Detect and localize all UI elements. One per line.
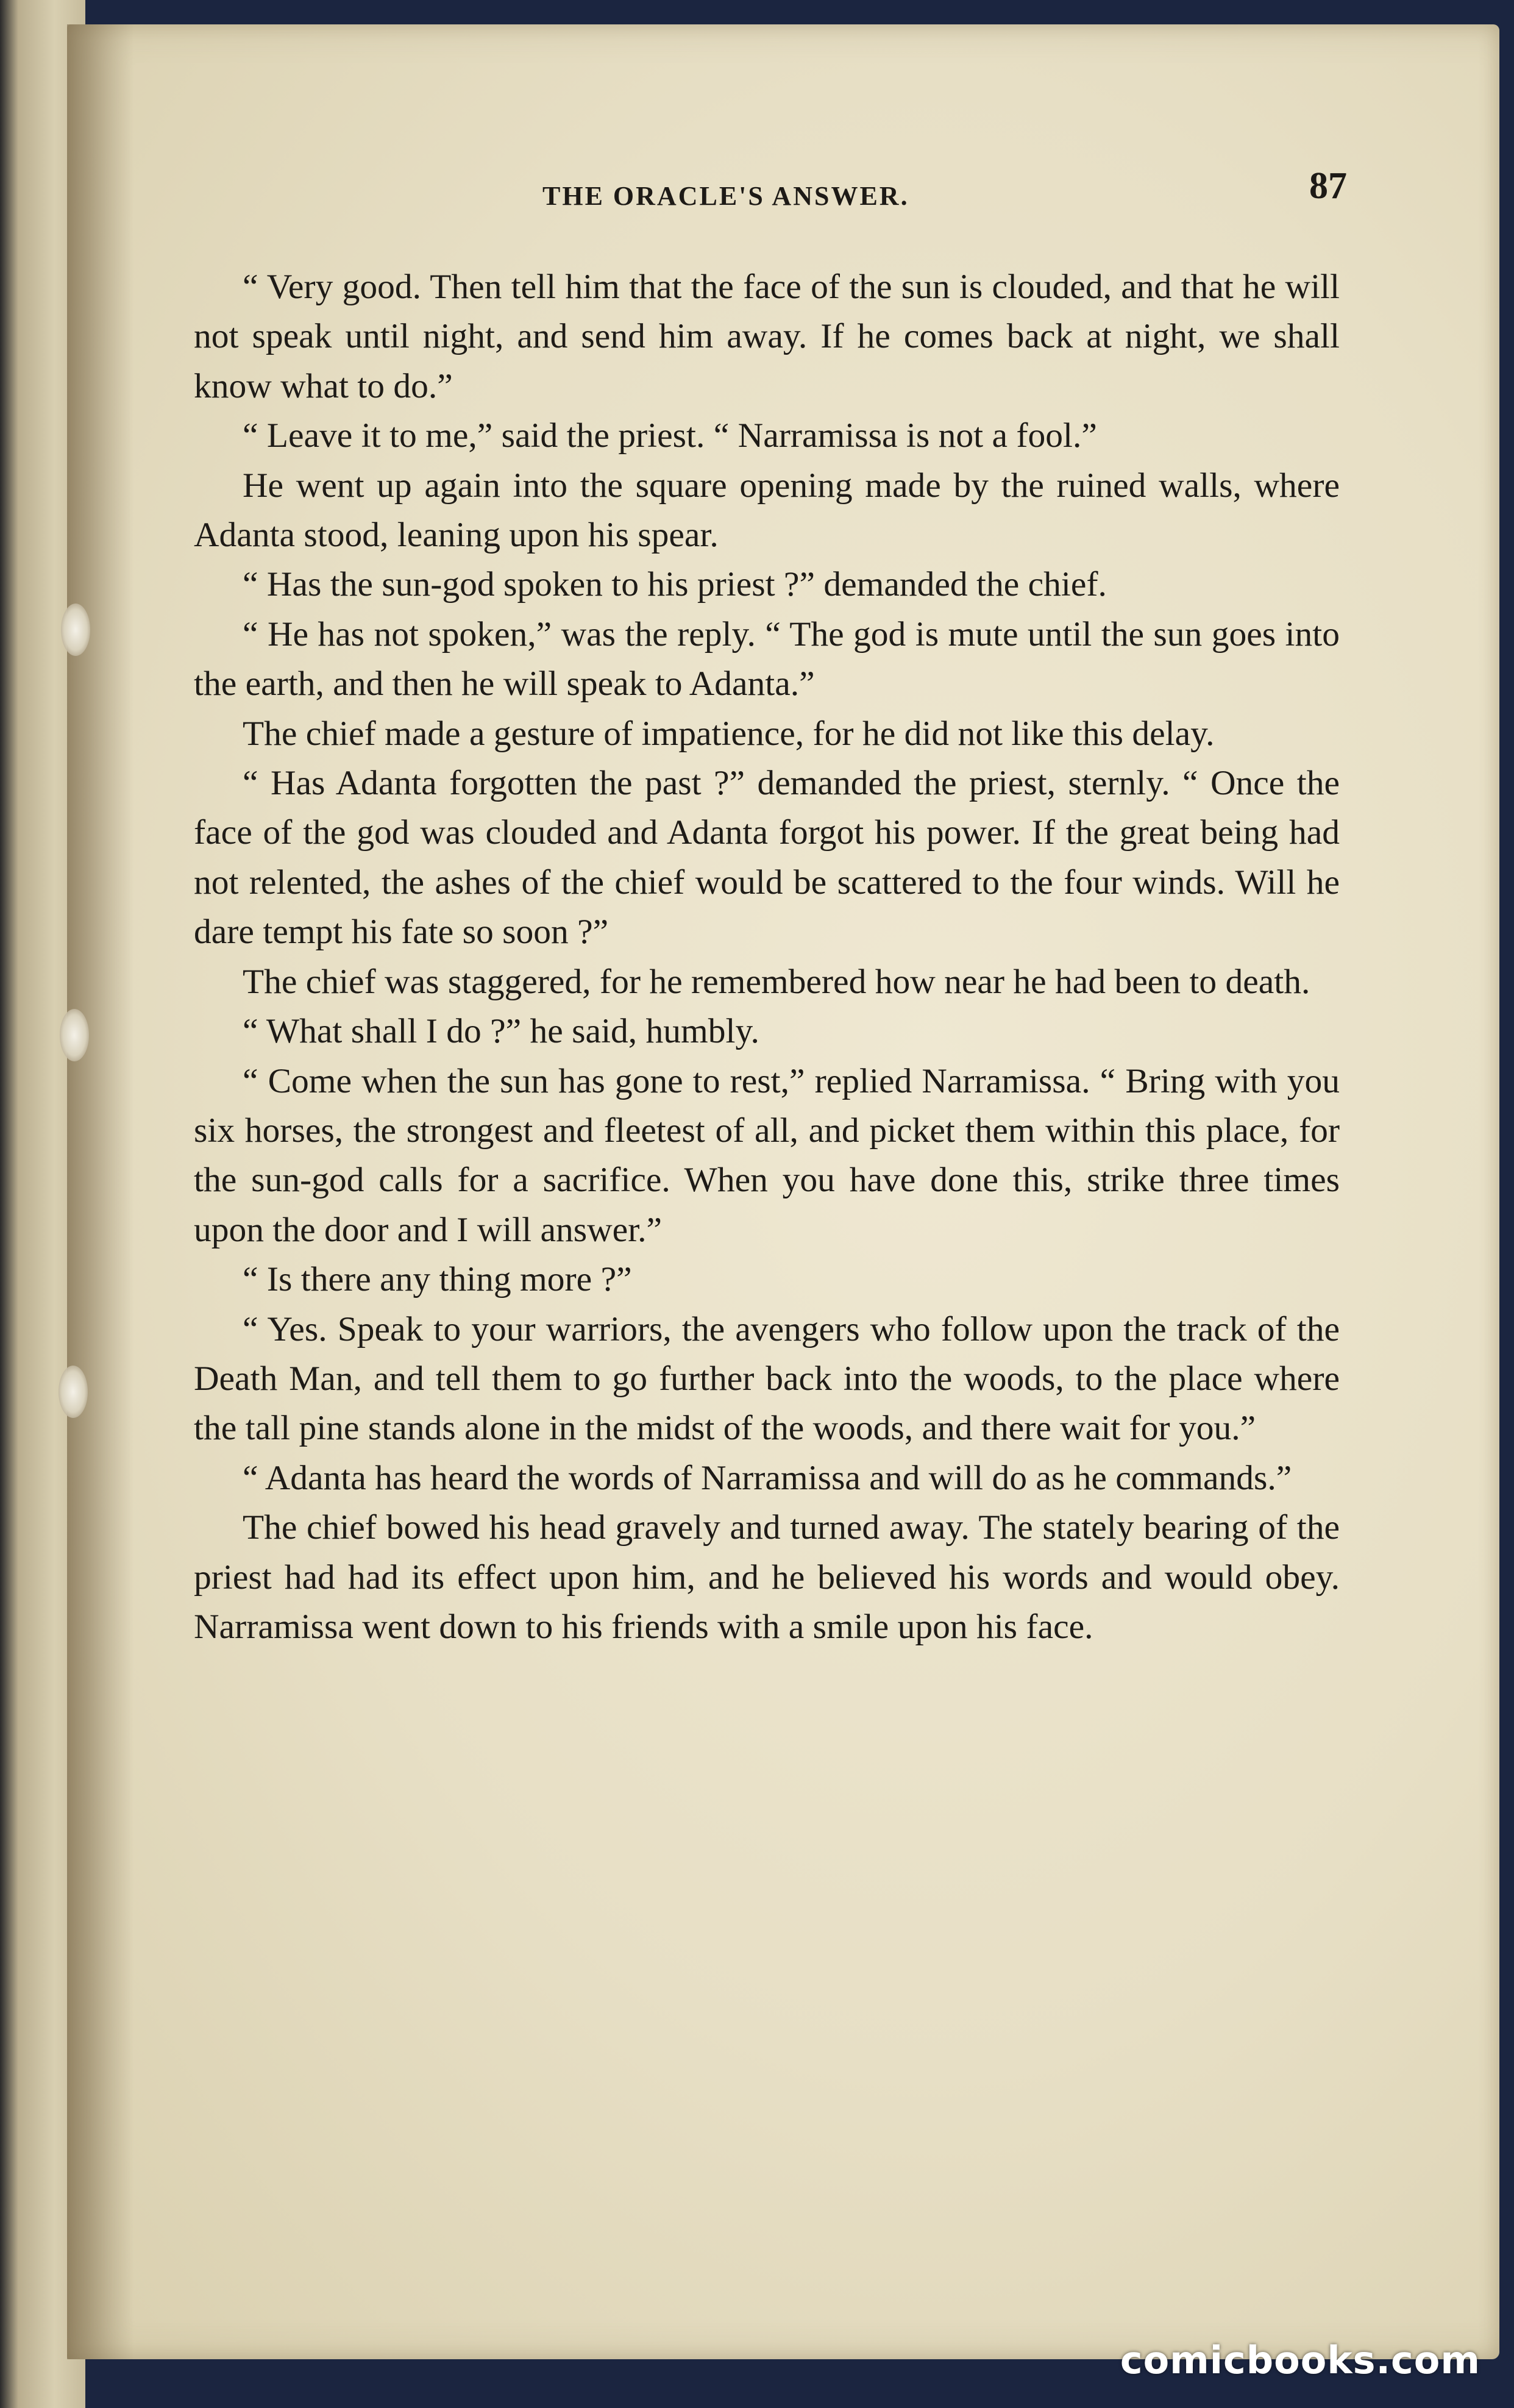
body-text xyxy=(194,262,1340,1651)
paragraph: “ Is there any thing more ?” xyxy=(243,1260,632,1299)
paragraph: The chief was staggered, for he remembered how near he had been to death. xyxy=(243,962,1310,1001)
page-header xyxy=(189,165,1347,219)
paragraph: “ Come when the sun has gone to rest,” replied Narramissa. “ Bring with you six horses, the strongest and fleetest of all, and picket them within this place, for the sun-god calls for a sacrifice. When you have done this, strike three times upon the door and I will answer.” xyxy=(194,1061,1340,1249)
paragraph: “ Has the sun-god spoken to his priest ?” demanded the chief. xyxy=(243,565,1107,604)
paragraph: The chief bowed his head gravely and turned away. The stately bearing of the priest had had its effect upon him, and he believed his words and would obey. Narramissa went down to his friends with a smile upon his face. xyxy=(194,1508,1340,1646)
paragraph: “ Very good. Then tell him that the face of the sun is clouded, and that he will not speak until night, and send him away. If he comes back at night, we shall know what to do.” xyxy=(194,268,1340,405)
watermark: comicbooks.com xyxy=(1120,2338,1480,2382)
binding-hole-middle xyxy=(60,1009,89,1061)
paragraph: “ Adanta has heard the words of Narramissa and will do as he commands.” xyxy=(243,1458,1292,1497)
paragraph: “ Has Adanta forgotten the past ?” demanded the priest, sternly. “ Once the face of the god was clouded and Adanta forgot his power. If the great being had not relented, the ashes of the chief would be scattered to the four winds. Will he dare tempt his fate so soon ?” xyxy=(194,764,1340,952)
binding-hole-bottom xyxy=(59,1366,88,1418)
running-head: THE ORACLE'S ANSWER. xyxy=(542,181,909,211)
page-number: 87 xyxy=(1309,165,1347,207)
paragraph: “ Yes. Speak to your warriors, the avengers who follow upon the track of the Death Man, and tell them to go further back into the woods, to the place where the tall pine stands alone in the midst of the woods, and there wait for you.” xyxy=(194,1309,1340,1448)
paragraph: “ Leave it to me,” said the priest. “ Narramissa is not a fool.” xyxy=(243,416,1097,455)
binding-hole-top xyxy=(61,604,90,656)
paragraph: “ He has not spoken,” was the reply. “ The god is mute until the sun goes into the earth, and then he will speak to Adanta.” xyxy=(194,614,1340,704)
page-gutter-shadow xyxy=(67,24,134,2359)
paragraph: He went up again into the square opening made by the ruined walls, where Adanta stood, leaning upon his spear. xyxy=(194,466,1340,555)
paragraph: The chief made a gesture of impatience, for he did not like this delay. xyxy=(243,714,1215,753)
paragraph: “ What shall I do ?” he said, humbly. xyxy=(243,1012,759,1051)
